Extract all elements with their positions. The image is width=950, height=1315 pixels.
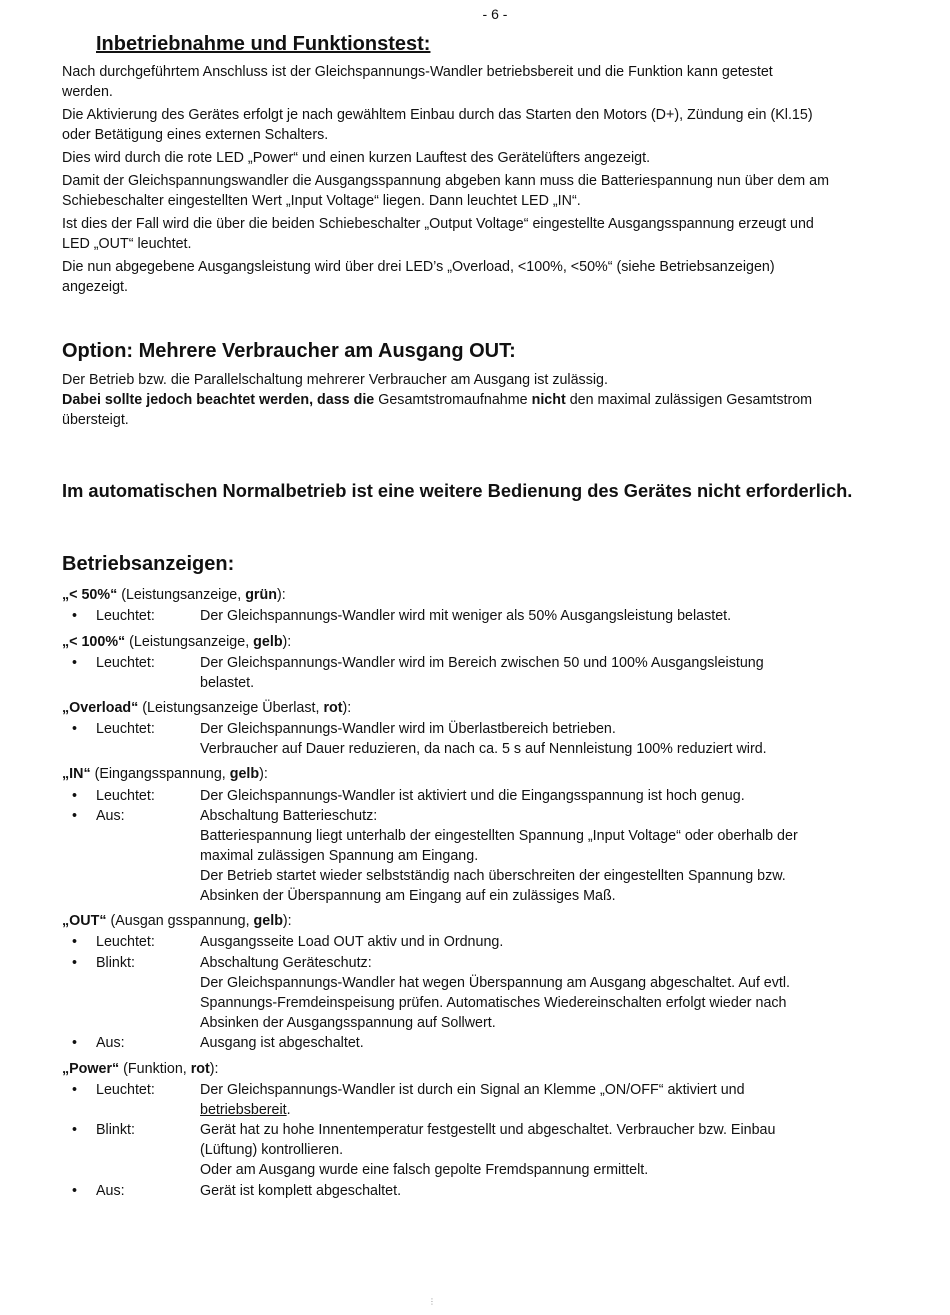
section-title-inbetriebnahme: Inbetriebnahme und Funktionstest: [96,33,431,55]
underlined-text: betriebsbereit [200,1102,287,1118]
status-key: Aus: [96,808,125,824]
paragraph-line: Der Betrieb bzw. die Parallelschaltung mehrerer Verbraucher am Ausgang ist zulässig. [62,372,608,388]
paragraph-text: den maximal zulässigen Gesamtstrom [565,392,813,408]
status-text: Ausgang ist abgeschaltet. [200,1035,364,1051]
status-desc: (Leistungsanzeige, [117,587,246,603]
paragraph-line: Damit der Gleichspannungswandler die Ausgangsspannung abgeben kann muss die Batteriespannung nun über dem am [62,173,829,189]
bullet: • [72,1183,78,1199]
paragraph-line: Die Aktivierung des Gerätes erfolgt je nach gewähltem Einbau durch das Starten den Motors (D+), Zündung ein (Kl.15) [62,107,813,123]
status-color: gelb [229,766,260,782]
status-name: „OUT“ [62,913,107,929]
status-color: rot [323,700,343,716]
paragraph-text: Gesamtstromaufnahme [374,392,532,408]
status-text: Der Gleichspannungs-Wandler ist durch ein Signal an Klemme „ON/OFF“ aktiviert und betriebsbereit. [200,1082,745,1118]
bullet: • [72,934,78,950]
section-title-option: Option: Mehrere Verbraucher am Ausgang OUT: [62,340,516,362]
paragraph-line: LED „OUT“ leuchtet. [62,236,192,252]
status-color: gelb [253,634,283,650]
status-text: Der Gleichspannungs-Wandler wird mit weniger als 50% Ausgangsleistung belastet. [200,608,732,624]
notice-normalbetrieb: Im automatischen Normalbetrieb ist eine weitere Bedienung des Gerätes nicht erforderlich. [62,480,853,501]
paragraph-parallelschaltung [62,370,882,430]
status-text: Abschaltung Batterieschutz: Batteriespannung liegt unterhalb der eingestellten Spannung „Input Voltage“ oder oberhalb der maximal zulässigen Spannung am Eingang. Der Betrieb startet wieder selbstständig nach überschreiten der eingestellten Spannung bzw. Absinken der Überspannung am Eingang auf ein zulässiges Maß. [200,808,798,904]
status-name: „< 50%“ [62,587,118,603]
bullet: • [72,808,78,824]
status-key: Aus: [96,1035,125,1051]
paragraph-line: Die nun abgegebene Ausgangsleistung wird über drei LED’s „Overload, <100%, <50%“ (siehe Betriebsanzeigen) [62,259,775,275]
status-key: Leuchtet: [96,655,155,671]
bullet: • [72,955,78,971]
status-text: Der Gleichspannungs-Wandler wird im Überlastbereich betrieben. Verbraucher auf Dauer reduzieren, da nach ca. 5 s auf Nennleistung 100% reduziert wird. [200,721,767,757]
status-name: „IN“ [62,766,91,782]
status-desc: (Leistungsanzeige Überlast, [138,700,324,716]
paragraph-line: werden. [62,84,113,100]
status-suffix: ): [342,700,352,716]
paragraph-line: übersteigt. [62,412,129,428]
status-desc: (Funktion, [119,1061,191,1077]
status-key: Aus: [96,1183,125,1199]
status-key: Blinkt: [96,955,135,971]
paragraph-line: Nach durchgeführtem Anschluss ist der Gleichspannungs-Wandler betriebsbereit und die Funktion kann getestet [62,64,773,80]
status-text: Der Gleichspannungs-Wandler ist aktiviert und die Eingangsspannung ist hoch genug. [200,788,745,804]
paragraph-line: Schiebeschalter eingestellten Wert „Input Voltage“ liegen. Dann leuchtet LED „IN“. [62,193,581,209]
paragraph-line: Ist dies der Fall wird die über die beiden Schiebeschalter „Output Voltage“ eingestellte Ausgangsspannung erzeugt und [62,216,814,232]
status-desc: (Eingangsspannung, [90,766,230,782]
status-desc: (Leistungsanzeige, [125,634,254,650]
status-suffix: ): [282,913,292,929]
status-key: Leuchtet: [96,721,155,737]
paragraph-output-voltage [62,214,882,254]
bold-text: nicht [531,392,566,408]
status-text: Ausgangsseite Load OUT aktiv und in Ordnung. [200,934,504,950]
bullet: • [72,608,78,624]
status-name: „Power“ [62,1061,120,1077]
status-text: Gerät hat zu hohe Innentemperatur festgestellt und abgeschaltet. Verbraucher bzw. Einbau (Lüftung) kontrollieren. Oder am Ausgang wurde eine falsch gepolte Fremdspannung ermittelt. [200,1122,776,1178]
status-name: „Overload“ [62,700,139,716]
bullet: • [72,788,78,804]
status-name: „< 100%“ [62,634,126,650]
status-heading-in [62,764,268,784]
status-suffix: ): [276,587,286,603]
paragraph-anschluss [62,62,882,102]
status-key: Leuchtet: [96,608,155,624]
paragraph-line: Dies wird durch die rote LED „Power“ und einen kurzen Lauftest des Gerätelüfters angezeigt. [62,150,651,166]
bold-text: Dabei sollte jedoch beachtet werden, dass die [62,392,375,408]
status-key: Leuchtet: [96,788,155,804]
status-suffix: ): [282,634,292,650]
bullet: • [72,1035,78,1051]
bullet: • [72,655,78,671]
status-key: Blinkt: [96,1122,135,1138]
status-desc: (Ausgan gsspannung, [106,913,254,929]
section-title-betriebsanzeigen: Betriebsanzeigen: [62,553,235,575]
footer-mark: ⋮ [428,1297,436,1306]
paragraph-ausgangsleistung [62,257,882,297]
status-heading-50 [62,585,286,605]
status-key: Leuchtet: [96,1082,155,1098]
status-heading-100 [62,632,291,652]
paragraph-line: angezeigt. [62,279,128,295]
status-heading-out [62,911,292,931]
status-color: grün [245,587,277,603]
paragraph-led-power [62,148,882,168]
status-key: Leuchtet: [96,934,155,950]
paragraph-batteriespannung [62,171,882,211]
bullet: • [72,721,78,737]
status-text: Gerät ist komplett abgeschaltet. [200,1183,402,1199]
bullet: • [72,1082,78,1098]
status-text: Abschaltung Geräteschutz: Der Gleichspannungs-Wandler hat wegen Überspannung am Ausgang abgeschaltet. Auf evtl. Spannungs-Fremdeinspeisung prüfen. Automatisches Wiedereinschalten erfolgt wieder nach Absinken der Ausgangsspannung auf Sollwert. [200,955,790,1031]
status-heading-overload [62,698,351,718]
page-number: - 6 - [482,6,508,22]
paragraph-aktivierung [62,105,882,145]
bullet: • [72,1122,78,1138]
status-suffix: ): [259,766,268,782]
status-suffix: ): [209,1061,219,1077]
status-text: Der Gleichspannungs-Wandler wird im Bereich zwischen 50 und 100% Ausgangsleistung belastet. [200,655,764,691]
paragraph-line: oder Betätigung eines externen Schalters. [62,127,329,143]
status-color: gelb [253,913,283,929]
status-color: rot [190,1061,210,1077]
status-heading-power [62,1059,219,1079]
